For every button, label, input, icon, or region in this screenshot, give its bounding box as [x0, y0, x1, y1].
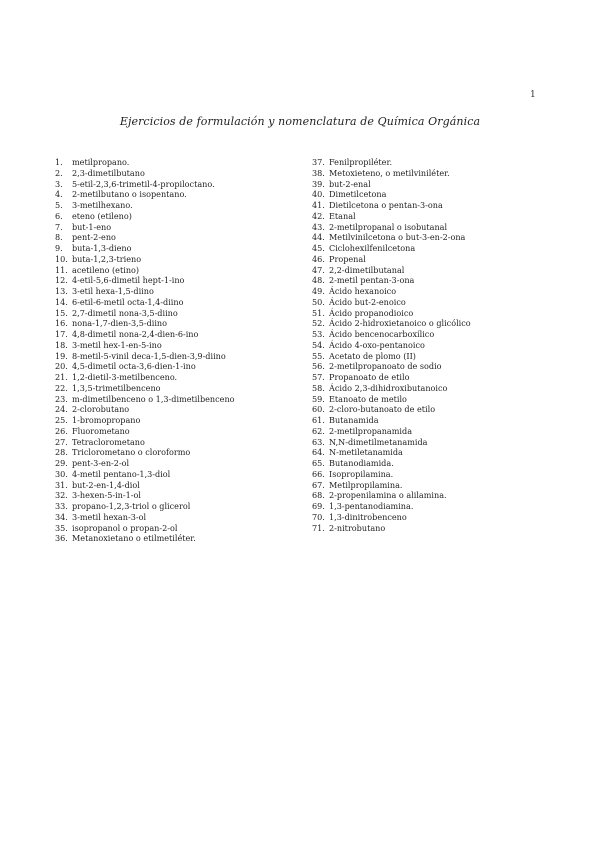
item-number: 59.	[312, 393, 325, 404]
item-number: 67.	[312, 479, 325, 490]
item-number: 48.	[312, 275, 325, 286]
item-text: m-dimetilbenceno o 1,3-dimetilbenceno	[72, 393, 235, 404]
list-item	[312, 211, 562, 222]
item-text: eteno (etileno)	[72, 210, 132, 221]
item-text: 2-cloro-butanoato de etilo	[329, 404, 436, 415]
item-text: Tetraclorometano	[72, 436, 145, 447]
item-text: Ciclohexilfenilcetona	[329, 243, 416, 253]
item-number: 19.	[55, 350, 68, 361]
item-number: 65.	[312, 458, 325, 468]
item-number: 49.	[312, 286, 325, 296]
list-item	[312, 297, 562, 308]
item-text: 2,7-dimetil nona-3,5-diino	[72, 307, 178, 318]
list-item	[55, 394, 300, 405]
item-number: 10.	[55, 253, 68, 264]
item-number: 15.	[55, 307, 68, 318]
item-number: 11.	[55, 264, 68, 275]
page-title: Ejercicios de formulación y nomenclatura de Química Orgánica	[119, 115, 481, 128]
item-number: 21.	[55, 372, 68, 382]
item-text: buta-1,3-dieno	[72, 243, 132, 253]
list-item	[55, 458, 300, 469]
item-text: Ácido 2-hidroxietanoico o glicólico	[329, 318, 471, 329]
item-number: 47.	[312, 264, 325, 275]
list-item	[55, 222, 300, 233]
item-text: Ácido bencenocarboxílico	[329, 329, 435, 339]
item-text: 2-metilpropanoato de sodio	[329, 361, 442, 372]
item-number: 22.	[55, 382, 68, 393]
list-item	[312, 512, 562, 523]
list-item	[55, 447, 300, 458]
list-item	[312, 523, 562, 534]
item-text: 1,3-pentanodiamina.	[329, 501, 414, 511]
list-item	[55, 372, 300, 383]
item-number: 57.	[312, 372, 325, 382]
item-text: 2-metil pentan-3-ona	[329, 275, 415, 286]
item-text: buta-1,2,3-trieno	[72, 253, 142, 264]
list-item	[312, 340, 562, 351]
list-item	[312, 447, 562, 458]
list-item	[312, 501, 562, 512]
list-item	[312, 232, 562, 243]
item-number: 55.	[312, 350, 325, 361]
list-item	[312, 480, 562, 491]
item-text: Metilvinilcetona o but-3-en-2-ona	[329, 232, 466, 243]
item-text: 8-metil-5-vinil deca-1,5-dien-3,9-diino	[72, 350, 226, 361]
list-item	[312, 189, 562, 200]
item-number: 2.	[55, 167, 63, 178]
list-item	[312, 361, 562, 372]
item-text: Butanamida	[329, 415, 379, 425]
item-number: 18.	[55, 339, 68, 350]
item-text: 3-metil hex-1-en-5-ino	[72, 339, 162, 350]
list-item	[312, 404, 562, 415]
item-text: Ácido hexanoico	[329, 286, 397, 296]
list-item	[55, 243, 300, 254]
item-text: Fluorometano	[72, 425, 130, 436]
item-text: isopropanol o propan-2-ol	[72, 522, 178, 533]
item-number: 56.	[312, 361, 325, 372]
item-text: 3-etil hexa-1,5-diino	[72, 286, 154, 296]
item-number: 9.	[55, 243, 63, 253]
item-text: 2-propenilamina o alilamina.	[329, 490, 447, 501]
item-text: but-2-enal	[329, 178, 371, 189]
list-item	[312, 179, 562, 190]
list-item	[55, 308, 300, 319]
item-text: but-1-eno	[72, 221, 112, 232]
item-text: N-metiletanamida	[329, 447, 403, 458]
item-number: 70.	[312, 511, 325, 522]
list-item	[55, 490, 300, 501]
item-number: 46.	[312, 253, 325, 264]
item-text: Etanal	[329, 210, 356, 221]
list-item	[312, 458, 562, 469]
item-number: 71.	[312, 522, 325, 533]
item-number: 53.	[312, 329, 325, 339]
list-item	[55, 265, 300, 276]
item-number: 45.	[312, 243, 325, 253]
item-number: 39.	[312, 178, 325, 189]
item-number: 6.	[55, 210, 63, 221]
item-number: 35.	[55, 522, 68, 533]
list-item	[55, 404, 300, 415]
item-text: metilpropano.	[72, 157, 130, 167]
item-number: 33.	[55, 501, 68, 511]
item-text: 1-bromopropano	[72, 415, 141, 425]
item-text: Isopropilamina.	[329, 468, 394, 479]
item-text: Metilpropilamina.	[329, 479, 403, 490]
item-text: Etanoato de metilo	[329, 393, 407, 404]
item-number: 30.	[55, 468, 68, 479]
item-text: propano-1,2,3-triol o glicerol	[72, 501, 191, 511]
list-item	[55, 297, 300, 308]
item-number: 41.	[312, 200, 325, 210]
list-item	[55, 189, 300, 200]
item-text: 1,2-dietil-3-metilbenceno.	[72, 372, 178, 382]
list-item	[312, 372, 562, 383]
exercise-list-right	[312, 157, 562, 533]
item-number: 52.	[312, 318, 325, 329]
item-text: Dimetilcetona	[329, 189, 387, 200]
item-text: but-2-en-1,4-diol	[72, 479, 140, 490]
item-number: 50.	[312, 296, 325, 307]
list-item	[312, 243, 562, 254]
list-item	[55, 415, 300, 426]
item-text: acetileno (etino)	[72, 264, 140, 275]
item-number: 68.	[312, 490, 325, 501]
list-item	[55, 533, 300, 544]
list-item	[312, 383, 562, 394]
item-number: 63.	[312, 436, 325, 447]
list-item	[312, 394, 562, 405]
list-item	[312, 469, 562, 480]
item-number: 60.	[312, 404, 325, 415]
item-text: 6-etil-6-metil octa-1,4-diino	[72, 296, 184, 307]
list-item	[312, 168, 562, 179]
item-text: 4-etil-5,6-dimetil hept-1-ino	[72, 275, 185, 286]
item-number: 29.	[55, 458, 68, 468]
item-text: N,N-dimetilmetanamida	[329, 436, 428, 447]
list-item	[312, 157, 562, 168]
item-number: 34.	[55, 511, 68, 522]
item-text: Triclorometano o cloroformo	[72, 447, 191, 458]
item-text: 2-metilbutano o isopentano.	[72, 189, 187, 200]
list-item	[55, 275, 300, 286]
item-number: 36.	[55, 533, 68, 544]
item-number: 38.	[312, 167, 325, 178]
list-item	[55, 254, 300, 265]
item-text: Metanoxietano o etilmetiléter.	[72, 533, 196, 544]
item-text: Propanoato de etilo	[329, 372, 410, 382]
item-number: 31.	[55, 479, 68, 490]
list-item	[312, 318, 562, 329]
list-item	[55, 329, 300, 340]
item-text: 2,3-dimetilbutano	[72, 167, 145, 178]
item-number: 12.	[55, 275, 68, 286]
item-number: 7.	[55, 221, 63, 232]
item-number: 26.	[55, 425, 68, 436]
item-text: Butanodiamida.	[329, 458, 394, 468]
list-item	[55, 480, 300, 491]
item-text: 3-hexen-5-in-1-ol	[72, 490, 141, 501]
item-number: 20.	[55, 361, 68, 372]
item-number: 54.	[312, 339, 325, 350]
item-text: 2-nitrobutano	[329, 522, 386, 533]
list-item	[312, 254, 562, 265]
list-item	[312, 200, 562, 211]
item-text: Ácido but-2-enoico	[329, 296, 406, 307]
item-number: 69.	[312, 501, 325, 511]
list-item	[312, 222, 562, 233]
list-item	[312, 275, 562, 286]
item-number: 5.	[55, 200, 63, 210]
list-item	[55, 232, 300, 243]
list-item	[55, 383, 300, 394]
item-number: 64.	[312, 447, 325, 458]
list-item	[312, 490, 562, 501]
item-number: 61.	[312, 415, 325, 425]
item-number: 66.	[312, 468, 325, 479]
item-text: 4,8-dimetil nona-2,4-dien-6-ino	[72, 329, 199, 339]
list-item	[55, 469, 300, 480]
item-number: 8.	[55, 232, 63, 243]
list-item	[55, 211, 300, 222]
list-item	[55, 351, 300, 362]
item-number: 17.	[55, 329, 68, 339]
list-item	[55, 501, 300, 512]
item-number: 23.	[55, 393, 68, 404]
item-text: pent-3-en-2-ol	[72, 458, 130, 468]
list-item	[312, 415, 562, 426]
item-text: 4-metil pentano-1,3-diol	[72, 468, 171, 479]
item-text: 2-metilpropanamida	[329, 425, 413, 436]
item-number: 42.	[312, 210, 325, 221]
item-text: 3-metil hexan-3-ol	[72, 511, 147, 522]
item-text: Acetato de plomo (II)	[329, 350, 416, 361]
item-number: 32.	[55, 490, 68, 501]
list-item	[312, 437, 562, 448]
list-item	[312, 265, 562, 276]
list-item	[55, 426, 300, 437]
list-item	[312, 351, 562, 362]
list-item	[55, 340, 300, 351]
item-text: Metoxieteno, o metilviniléter.	[329, 167, 450, 178]
item-number: 43.	[312, 221, 325, 232]
item-text: 1,3-dinitrobenceno	[329, 511, 407, 522]
item-text: nona-1,7-dien-3,5-diino	[72, 318, 168, 329]
list-item	[55, 179, 300, 190]
list-item	[55, 361, 300, 372]
item-number: 27.	[55, 436, 68, 447]
item-text: pent-2-eno	[72, 232, 116, 243]
page-number: 1	[530, 90, 536, 100]
item-text: 2-clorobutano	[72, 404, 130, 415]
item-number: 28.	[55, 447, 68, 458]
list-item	[55, 286, 300, 297]
list-item	[312, 426, 562, 437]
item-number: 37.	[312, 157, 325, 167]
list-item	[55, 168, 300, 179]
item-text: 2-metilpropanal o isobutanal	[329, 221, 448, 232]
list-item	[312, 308, 562, 319]
list-item	[55, 157, 300, 168]
item-text: 2,2-dimetilbutanal	[329, 264, 405, 275]
item-number: 1.	[55, 157, 63, 167]
item-number: 3.	[55, 178, 63, 189]
item-text: Ácido propanodioico	[329, 307, 414, 318]
list-item	[55, 200, 300, 211]
list-item	[312, 286, 562, 297]
item-number: 14.	[55, 296, 68, 307]
item-text: 1,3,5-trimetilbenceno	[72, 382, 161, 393]
item-text: Fenilpropiléter.	[329, 157, 393, 167]
item-number: 4.	[55, 189, 63, 200]
item-number: 51.	[312, 307, 325, 318]
exercise-list-left	[55, 157, 300, 544]
item-number: 25.	[55, 415, 68, 425]
item-text: Dietilcetona o pentan-3-ona	[329, 200, 443, 210]
list-item	[55, 318, 300, 329]
item-number: 40.	[312, 189, 325, 200]
item-text: 5-etil-2,3,6-trimetil-4-propiloctano.	[72, 178, 215, 189]
list-item	[55, 523, 300, 534]
item-number: 16.	[55, 318, 68, 329]
item-number: 58.	[312, 382, 325, 393]
item-text: 4,5-dimetil octa-3,6-dien-1-ino	[72, 361, 196, 372]
item-number: 62.	[312, 425, 325, 436]
item-number: 13.	[55, 286, 68, 296]
list-item	[312, 329, 562, 340]
list-item	[55, 437, 300, 448]
item-text: Ácido 2,3-dihidroxibutanoico	[329, 382, 448, 393]
item-text: Propenal	[329, 253, 366, 264]
item-text: 3-metilhexano.	[72, 200, 133, 210]
item-text: Ácido 4-oxo-pentanoico	[329, 339, 425, 350]
item-number: 44.	[312, 232, 325, 243]
list-item	[55, 512, 300, 523]
item-number: 24.	[55, 404, 68, 415]
